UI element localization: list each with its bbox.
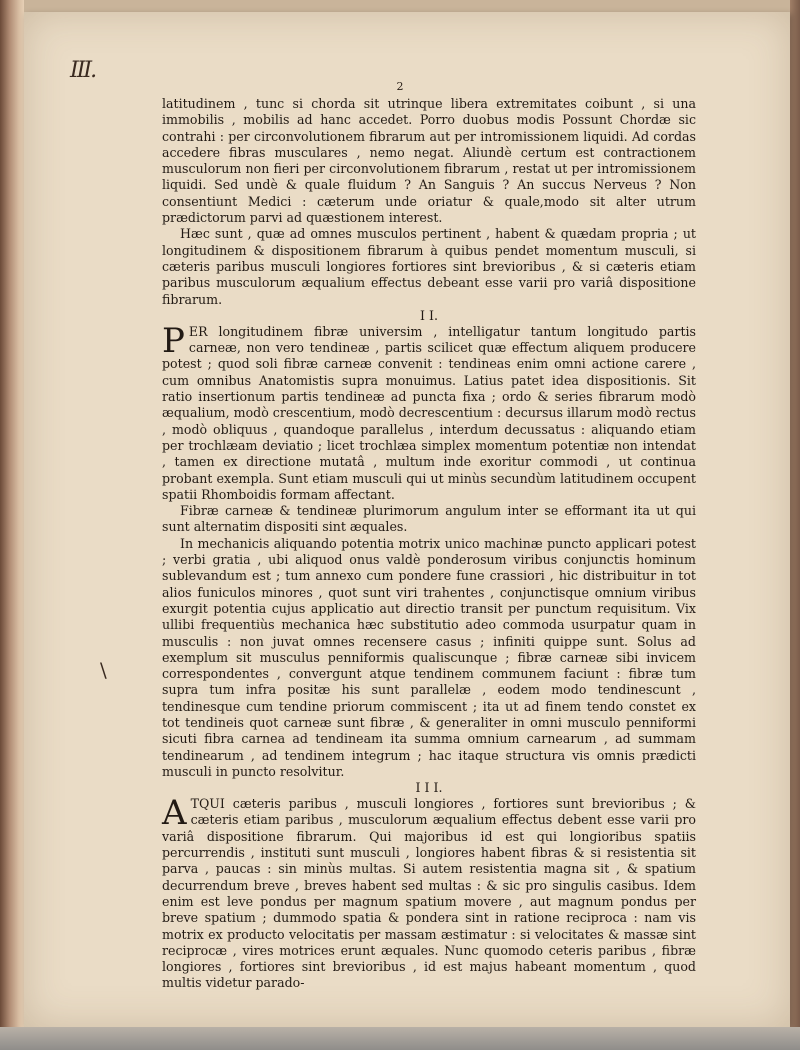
margin-mark: \ [100, 658, 107, 682]
section-2-text-1: ER longitudinem fibræ universim , intelligatur tantum longitudo partis carneæ, non vero tendineæ , partis scilicet quæ effectum aliquem producere potest ; quod soli fibræ carneæ convenit : tendineas enim omni actione carere , cum omnibus Anatomistis supra monuimus. Latius patet idea dispositionis. Sit ratio insertionum partis tendineæ ad puncta fixa ; ordo & series fibrarum modò æqualium, modò crescentium, modò decrescentium : decursus illarum modò rectus , modò obliquus , quandoque parallelus , interdum decussatus : aliquando etiam per trochlæam deviatio ; licet trochlæa simplex momentum potentiæ non intendat , tamen ex directione mutatâ , multum inde exoritur commodi , ut continua probant exempla. Sunt etiam musculi qui ut minùs secundùm latitudinem occupent spatii Rhomboidis formam affectant. [162, 323, 696, 502]
section-heading-3: I I I. [415, 780, 443, 796]
book-spine [0, 0, 24, 1050]
dropcap-a: A [162, 793, 187, 834]
page-edge-bottom [0, 1027, 800, 1050]
page-edge-right [790, 0, 800, 1050]
section-2-paragraph-3: In mechanicis aliquando potentia motrix unico machinæ puncto applicari potest ; verbi gratia , ubi aliquod onus valdè ponderosum viribus conjunctis hominum sublevandum est ; tum annexo cum pondere fune crassiori , hic distribuitur in tot alios funiculos minores , quot sunt viri trahentes , conjunctisque omnium viribus exurgit potentia cujus applicatio aut directio transit per punctum requisitum. Vix ullibi frequentiùs mechanica hæc substitutio adeo commoda usurpatur quam in musculis : non juvat omnes recensere casus ; infiniti quippe sunt. Solus ad exemplum sit musculus penniformis qualiscunque ; fibræ carneæ sibi invicem correspondentes , convergunt atque tendinem communem faciunt : fibræ tum supra tum infra positæ his sunt parallelæ , eodem modo tendinescunt , tendinesque cum tendine priorum commiscent ; ita ut ad finem tendo constet ex tot tendineis quot carneæ sunt fibræ , & generaliter in omni musculo penniformi sicuti fibra carnea ad tendineam ita summa omnium carnearum , ad summam tendinearum , ad tendinem integrum ; hac itaque structura vis omnis prædicti musculi in puncto resolvitur. [162, 535, 696, 779]
section-2-paragraph-1 [162, 320, 696, 503]
dropcap-p: P [162, 320, 185, 361]
paragraph-1: latitudinem , tunc si chorda sit utrinque libera extremitates coibunt , si una immobilis , mobilis ad hanc accedet. Porro duobus modis Possunt Chordæ sic contrahi : per circonvolutionem fibrarum aut per intromissionem liquidi. Ad cordas accedere fibras musculares , nemo negat. Aliundè certum est contractionem musculorum non fieri per circonvolutionem fibrarum , restat ut per intromissionem liquidi. Sed undè & quale fluidum ? An Sanguis ? An succus Nerveus ? Non consentiunt Medici : cæterum unde oriatur & quale,modo sit alter utrum prædictorum parvi ad quæstionem interest. [162, 96, 696, 226]
section-3-text-1: TQUI cæteris paribus , musculi longiores , fortiores sunt brevioribus ; & cæteris etiam paribus , musculorum æqualium effectus debent esse varii pro variâ dispositione fibrarum. Qui majoribus id est qui longioribus spatiis percurrendis , instituti sunt musculi , longiores habent fibras & si resistentia sit parva , paucas : sin minùs multas. Si autem resistentia magna sit , & spatium decurrendum breve , breves habent sed multas : & sic pro singulis casibus. Idem enim est leve pondus per magnum spatium movere , aut magnum pondus per breve spatium ; dummodo spatia & pondera sint in ratione reciproca : nam vis motrix ex producto velocitatis per massam æstimatur : si velocitates & massæ sint reciprocæ , vires motrices erunt æquales. Nunc quomodo ceteris paribus , fibræ longiores , fortiores sint brevioribus , id est majus habeant momentum , quod multis videtur parado- [162, 796, 696, 991]
section-3-paragraph-1 [162, 793, 696, 992]
page-text [162, 96, 696, 992]
page-number: 2 [396, 80, 404, 93]
folio-mark: III. [70, 58, 96, 83]
section-heading-2: I I. [420, 307, 438, 323]
section-2-paragraph-2: Fibræ carneæ & tendineæ plurimorum angulum inter se efformant ita ut qui sunt alternatim dispositi sint æquales. [162, 503, 696, 535]
paragraph-2: Hæc sunt , quæ ad omnes musculos pertinent , habent & quædam propria ; ut longitudinem & dispositionem fibrarum à quibus pendet momentum musculi, si cæteris paribus musculi longiores fortiores sint brevioribus , & si cæteris etiam paribus musculorum æqualium effectus debeant esse varii pro variâ dispositione fibrarum. [162, 226, 696, 307]
